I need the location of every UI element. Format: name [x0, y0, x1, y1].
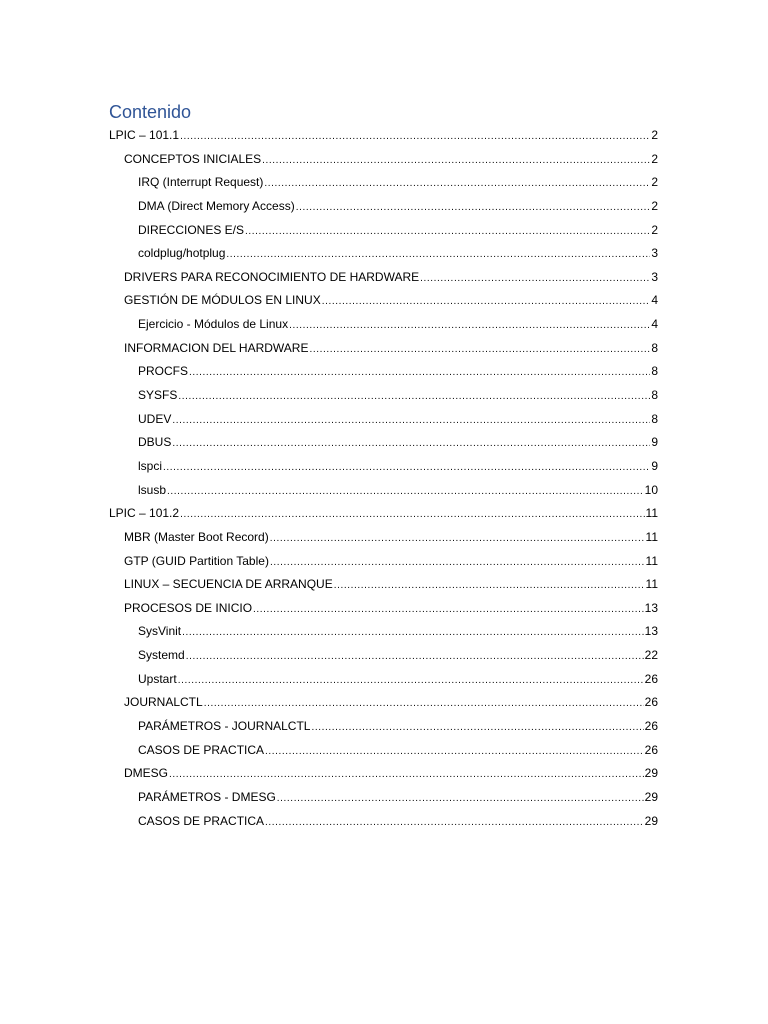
toc-dot-leader: [180, 127, 650, 147]
toc-dot-leader: [178, 387, 650, 407]
toc-entry[interactable]: [109, 267, 658, 291]
toc-entry-title[interactable]: CASOS DE PRACTICA: [138, 811, 265, 831]
toc-entry-page-number[interactable]: 11: [645, 551, 658, 571]
toc-entry-title[interactable]: Upstart: [138, 669, 178, 689]
toc-entry[interactable]: [109, 361, 658, 385]
toc-dot-leader: [277, 789, 644, 809]
toc-entry-page-number[interactable]: 26: [644, 716, 658, 736]
toc-entry-title[interactable]: IRQ (Interrupt Request): [138, 172, 264, 192]
toc-entry[interactable]: [109, 220, 658, 244]
toc-entry-page-number[interactable]: 13: [644, 598, 658, 618]
toc-dot-leader: [420, 269, 650, 289]
toc-entry-page-number[interactable]: 13: [644, 621, 658, 641]
toc-dot-leader: [253, 600, 644, 620]
toc-entry[interactable]: [109, 621, 658, 645]
toc-entry[interactable]: [109, 503, 658, 527]
toc-entry[interactable]: [109, 669, 658, 693]
toc-entry-title[interactable]: GTP (GUID Partition Table): [124, 551, 270, 571]
toc-dot-leader: [226, 245, 650, 265]
toc-entry[interactable]: [109, 432, 658, 456]
toc-entry[interactable]: [109, 314, 658, 338]
toc-entry[interactable]: [109, 551, 658, 575]
toc-entry[interactable]: [109, 716, 658, 740]
toc-entry-title[interactable]: PARÁMETROS - DMESG: [138, 787, 277, 807]
toc-entry-title[interactable]: PARÁMETROS - JOURNALCTL: [138, 716, 311, 736]
toc-entry-title[interactable]: lsusb: [138, 480, 167, 500]
toc-entry-page-number[interactable]: 9: [650, 456, 658, 476]
toc-entry[interactable]: [109, 385, 658, 409]
toc-dot-leader: [264, 174, 650, 194]
toc-entry-title[interactable]: DMESG: [124, 763, 169, 783]
toc-entry-title[interactable]: LPIC – 101.2: [109, 503, 180, 523]
toc-entry-title[interactable]: lspci: [138, 456, 163, 476]
toc-dot-leader: [270, 553, 645, 573]
toc-dot-leader: [270, 529, 645, 549]
toc-entry[interactable]: [109, 172, 658, 196]
toc-entry-page-number[interactable]: 10: [644, 480, 658, 500]
toc-dot-leader: [180, 505, 644, 525]
toc-entry-title[interactable]: LPIC – 101.1: [109, 125, 180, 145]
toc-entry-page-number[interactable]: 11: [645, 503, 658, 523]
toc-entry-page-number[interactable]: 4: [650, 290, 658, 310]
toc-entry[interactable]: [109, 338, 658, 362]
toc-dot-leader: [265, 742, 644, 762]
toc-entry-page-number[interactable]: 8: [650, 338, 658, 358]
toc-entry-page-number[interactable]: 26: [644, 740, 658, 760]
toc-entry-page-number[interactable]: 29: [644, 787, 658, 807]
toc-entry-page-number[interactable]: 3: [650, 243, 658, 263]
toc-entry-title[interactable]: SYSFS: [138, 385, 178, 405]
toc-entry-title[interactable]: CASOS DE PRACTICA: [138, 740, 265, 760]
toc-entry-page-number[interactable]: 9: [650, 432, 658, 452]
toc-entry-title[interactable]: LINUX – SECUENCIA DE ARRANQUE: [124, 574, 334, 594]
toc-entry-title[interactable]: Ejercicio - Módulos de Linux: [138, 314, 289, 334]
toc-dot-leader: [169, 765, 644, 785]
toc-entry[interactable]: [109, 243, 658, 267]
toc-entry[interactable]: [109, 456, 658, 480]
toc-entry-page-number[interactable]: 4: [650, 314, 658, 334]
toc-entry[interactable]: [109, 811, 658, 835]
toc-entry-page-number[interactable]: 26: [644, 669, 658, 689]
toc-entry-page-number[interactable]: 11: [645, 574, 658, 594]
toc-entry-title[interactable]: INFORMACION DEL HARDWARE: [124, 338, 309, 358]
toc-entry-page-number[interactable]: 22: [644, 645, 658, 665]
toc-dot-leader: [309, 340, 650, 360]
toc-entry-title[interactable]: CONCEPTOS INICIALES: [124, 149, 262, 169]
toc-dot-leader: [245, 222, 650, 242]
toc-dot-leader: [322, 292, 651, 312]
toc-entry[interactable]: [109, 290, 658, 314]
toc-dot-leader: [311, 718, 643, 738]
toc-entry-title[interactable]: DIRECCIONES E/S: [138, 220, 245, 240]
toc-entry[interactable]: [109, 196, 658, 220]
toc-entry-title[interactable]: MBR (Master Boot Record): [124, 527, 270, 547]
toc-entry[interactable]: [109, 409, 658, 433]
toc-entry[interactable]: [109, 692, 658, 716]
toc-entry-title[interactable]: DRIVERS PARA RECONOCIMIENTO DE HARDWARE: [124, 267, 420, 287]
toc-entry-page-number[interactable]: 29: [644, 811, 658, 831]
toc-entry-page-number[interactable]: 2: [650, 220, 658, 240]
toc-dot-leader: [334, 576, 645, 596]
toc-dot-leader: [172, 434, 650, 454]
toc-entry-page-number[interactable]: 2: [650, 196, 658, 216]
toc-entry-page-number[interactable]: 8: [650, 361, 658, 381]
toc-entry[interactable]: [109, 740, 658, 764]
toc-entry[interactable]: [109, 125, 658, 149]
toc-entry-title[interactable]: DMA (Direct Memory Access): [138, 196, 296, 216]
toc-entry-title[interactable]: PROCFS: [138, 361, 189, 381]
toc-entry-page-number[interactable]: 29: [644, 763, 658, 783]
toc-entry-page-number[interactable]: 2: [650, 125, 658, 145]
toc-entry[interactable]: [109, 787, 658, 811]
toc-entry-page-number[interactable]: 3: [650, 267, 658, 287]
toc-entry-title[interactable]: Systemd: [138, 645, 186, 665]
toc-entry-title[interactable]: SysVinit: [138, 621, 182, 641]
toc-entry[interactable]: [109, 645, 658, 669]
toc-entry-title[interactable]: UDEV: [138, 409, 172, 429]
toc-dot-leader: [186, 647, 644, 667]
toc-entry-title[interactable]: GESTIÓN DE MÓDULOS EN LINUX: [124, 290, 322, 310]
toc-entry[interactable]: [109, 598, 658, 622]
toc-dot-leader: [262, 151, 650, 171]
toc-entry-page-number[interactable]: 11: [645, 527, 658, 547]
toc-entry-page-number[interactable]: 26: [644, 692, 658, 712]
toc-entry-page-number[interactable]: 2: [650, 149, 658, 169]
toc-entry-page-number[interactable]: 2: [650, 172, 658, 192]
toc-entry-page-number[interactable]: 8: [650, 409, 658, 429]
toc-dot-leader: [182, 623, 644, 643]
toc-entry-title[interactable]: PROCESOS DE INICIO: [124, 598, 253, 618]
toc-entry[interactable]: [109, 480, 658, 504]
toc-dot-leader: [178, 671, 644, 691]
toc-dot-leader: [172, 411, 650, 431]
toc-entry-page-number[interactable]: 8: [650, 385, 658, 405]
toc-entry-title[interactable]: DBUS: [138, 432, 172, 452]
toc-entry[interactable]: [109, 149, 658, 173]
toc-entry[interactable]: [109, 763, 658, 787]
toc-dot-leader: [163, 458, 650, 478]
toc-entry[interactable]: [109, 527, 658, 551]
toc-entry[interactable]: [109, 574, 658, 598]
table-of-contents: [109, 125, 658, 834]
toc-entry-title[interactable]: JOURNALCTL: [124, 692, 204, 712]
toc-entry-title[interactable]: coldplug/hotplug: [138, 243, 226, 263]
toc-heading: Contenido: [109, 102, 192, 122]
toc-dot-leader: [204, 694, 644, 714]
toc-dot-leader: [167, 482, 644, 502]
toc-dot-leader: [189, 363, 650, 383]
toc-dot-leader: [265, 813, 644, 833]
toc-dot-leader: [296, 198, 651, 218]
toc-dot-leader: [289, 316, 650, 336]
